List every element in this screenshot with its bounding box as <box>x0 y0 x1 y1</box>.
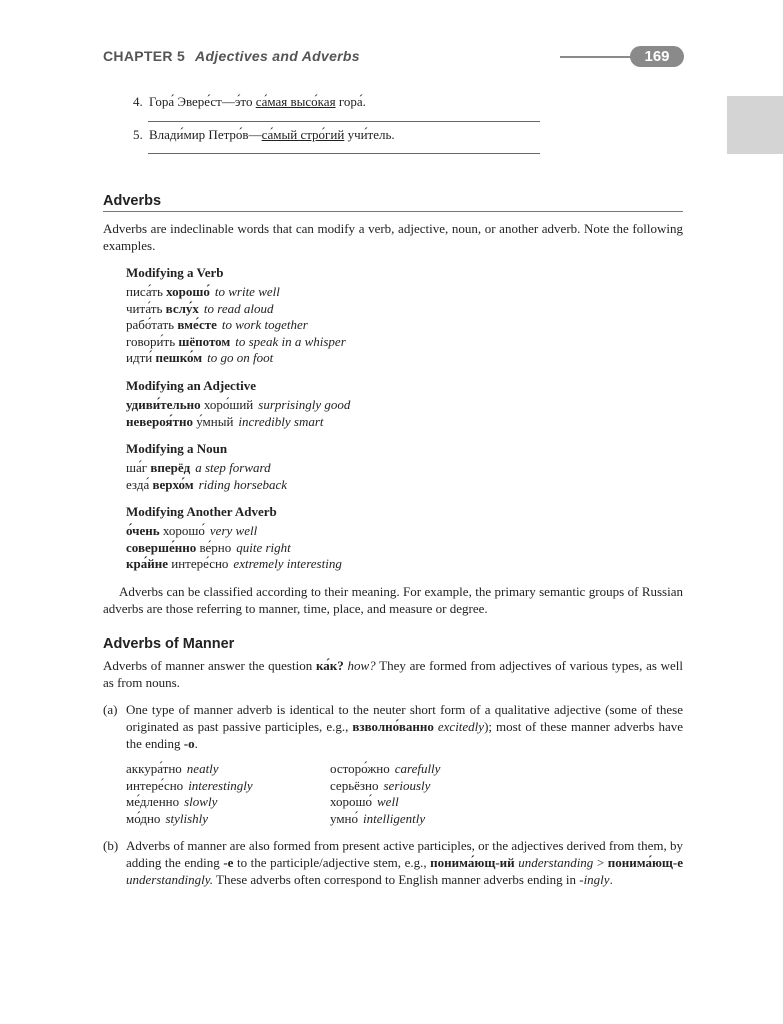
list-item: говори́ть шёпотом to speak in a whisper <box>126 333 346 349</box>
list-item: удиви́тельно хоро́ший surprisingly good <box>126 397 351 412</box>
list-item: чита́ть вслу́х to read aloud <box>126 300 274 316</box>
list-item: серьёзно seriously <box>330 777 431 793</box>
list-item: рабо́тать вме́сте to work together <box>126 317 308 333</box>
list-item: идти́ пешко́м to go on foot <box>126 350 274 366</box>
list-item: осторо́жно carefully <box>330 761 441 776</box>
thumb-tab <box>727 96 783 154</box>
list-item: мо́дно stylishly <box>126 810 209 826</box>
list-item: невероя́тно у́мный incredibly smart <box>126 413 324 429</box>
list-item: о́чень хорошо́ very well <box>126 523 258 538</box>
answer-line <box>148 121 540 122</box>
list-item: писа́ть хорошо́ to write well <box>126 284 280 299</box>
subhead-modifying-noun: Modifying a Noun <box>126 441 228 456</box>
subhead-modifying-adjective: Modifying an Adjective <box>126 378 256 393</box>
page-number: 169 <box>630 46 684 67</box>
example-list-verb <box>126 284 346 367</box>
list-item: кра́йне интере́сно extremely interesting <box>126 556 342 572</box>
list-item: интере́сно interestingly <box>126 777 253 793</box>
section-heading-adverbs: Adverbs <box>103 193 162 209</box>
list-item: хорошо́ well <box>330 794 399 810</box>
list-item: ме́дленно slowly <box>126 794 218 810</box>
classification-paragraph: Adverbs can be classified according to their meaning. For example, the primary semantic groups of Russian adverbs are those referring to manner, time, place, and measure or degree. <box>103 584 683 616</box>
example-list-adjective <box>126 397 350 430</box>
manner-intro: Adverbs of manner answer the question ка́к? how? They are formed from adjectives of various types, as well as from nouns. <box>103 658 684 690</box>
subhead-modifying-adverb: Modifying Another Adverb <box>126 504 277 519</box>
list-item: аккура́тно neatly <box>126 761 219 776</box>
section-heading-manner: Adverbs of Manner <box>103 636 235 652</box>
adverbs-intro: Adverbs are indeclinable words that can modify a verb, adjective, noun, or another adverb. Note the following examples. <box>103 221 683 253</box>
item-b-text: Adverbs of manner are also formed from present active participles, or the adjectives derived from them, by adding the ending -e to the participle/adjective stem, e.g., понима́ющ-ий understanding > понима́ющ-е understandingly. These adverbs often correspond to English manner adverbs ending in -ingly. <box>126 838 683 887</box>
chapter-label: CHAPTER 5 <box>103 48 186 64</box>
running-header <box>103 48 360 64</box>
example-list-adverb <box>126 523 342 573</box>
answer-line <box>148 153 540 154</box>
section-rule <box>103 211 683 212</box>
examples-left-column <box>126 761 253 827</box>
chapter-title: Adjectives and Adverbs <box>195 48 360 64</box>
list-item: умно́ intelligently <box>330 810 426 826</box>
item-b: (b) Adverbs of manner are also formed from present active participles, or the adjectives derived from them, by adding the ending -e to the participle/adjective stem, e.g., понима́ющ-ий understanding > понима́ющ-е understandingly. These adverbs often correspond to English manner adverbs ending in -ingly. <box>103 838 683 887</box>
header-rule <box>560 56 640 58</box>
subhead-modifying-verb: Modifying a Verb <box>126 265 224 280</box>
list-item: езда́ верхо́м riding horseback <box>126 476 288 492</box>
item-a-text: One type of manner adverb is identical to the neuter short form of a qualitative adjective (some of these originated as past passive participles, e.g., взволно́ванно excitedly); most of these manner adverbs have the ending -o. <box>126 702 684 751</box>
list-item: ша́г вперёд a step forward <box>126 460 271 475</box>
exercise-5: 5. Влади́мир Петро́в—са́мый стро́гий учи́тель. <box>133 127 395 142</box>
example-list-noun <box>126 460 287 493</box>
item-a: (a) One type of manner adverb is identical to the neuter short form of a qualitative adjective (some of these originated as past passive participles, e.g., взволно́ванно excitedly); most of these manner adverbs have the ending -o. <box>103 702 684 751</box>
exercise-4: 4. Гора́ Эвере́ст—э́то са́мая высо́кая гора́. <box>133 94 366 109</box>
examples-right-column <box>330 761 440 827</box>
list-item: соверше́нно ве́рно quite right <box>126 539 291 555</box>
